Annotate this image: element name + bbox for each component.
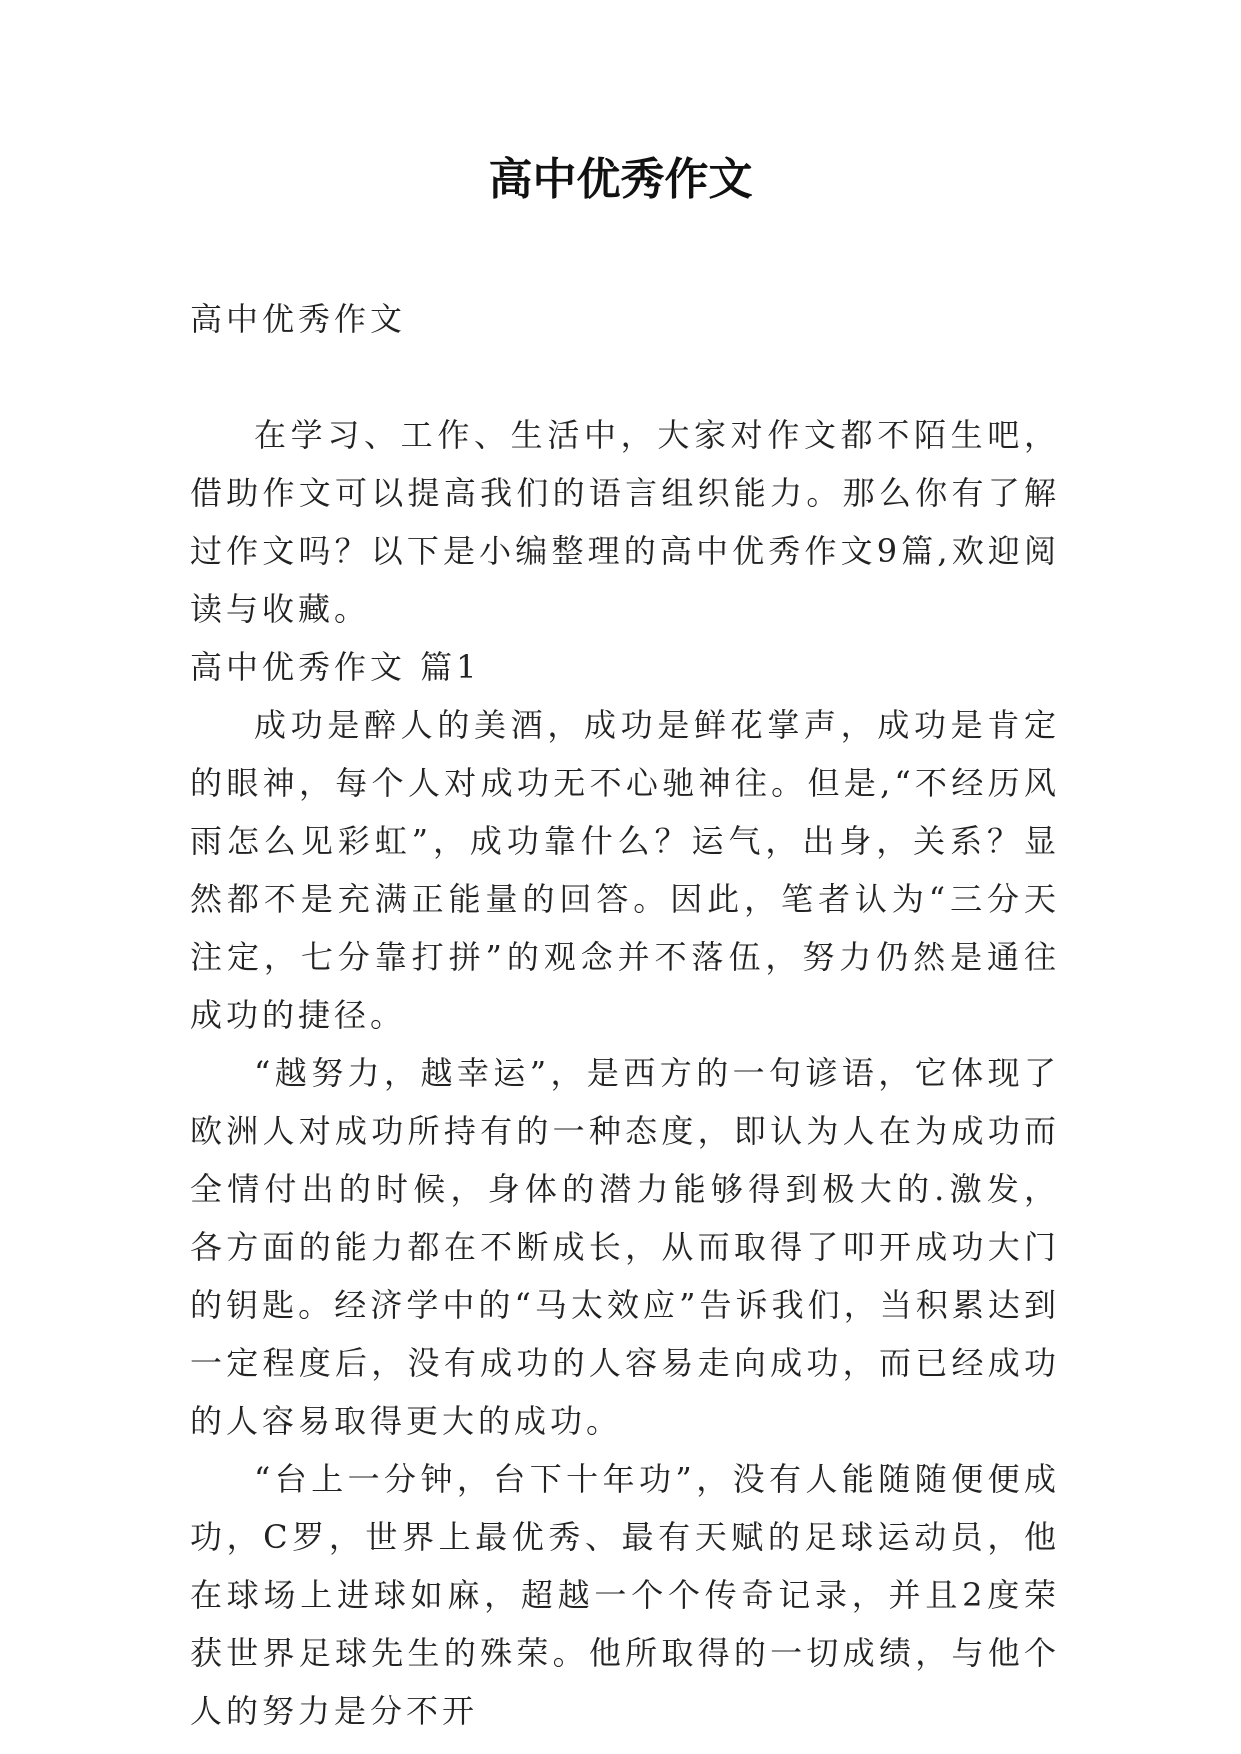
body-paragraph: 成功是醉人的美酒，成功是鲜花掌声，成功是肯定的眼神，每个人对成功无不心驰神往。但是,“不经历风雨怎么见彩虹”，成功靠什么？运气，出身，关系？显然都不是充满正能量的回答。因此，笔者认为“三分天注定，七分靠打拼”的观念并不落伍，努力仍然是通往成功的捷径。 xyxy=(190,706,1060,1034)
body-paragraph: “越努力，越幸运”，是西方的一句谚语，它体现了欧洲人对成功所持有的一种态度，即认为人在为成功而全情付出的时候，身体的潜力能够得到极大的.激发，各方面的能力都在不断成长，从而取得了叩开成功大门的钥匙。经济学中的“马太效应”告诉我们，当积累达到一定程度后，没有成功的人容易走向成功，而已经成功的人容易取得更大的成功。 xyxy=(190,1054,1060,1440)
document-subtitle: 高中优秀作文 xyxy=(190,300,407,338)
document-body xyxy=(190,290,1060,1740)
body-paragraph: “台上一分钟，台下十年功”，没有人能随随便便成功，C罗，世界上最优秀、最有天赋的足球运动员，他在球场上进球如麻，超越一个个传奇记录，并且2度荣获世界足球先生的殊荣。他所取得的一切成绩，与他个人的努力是分不开 xyxy=(190,1460,1060,1730)
section-heading: 高中优秀作文 篇1 xyxy=(190,648,481,686)
document-title: 高中优秀作文 xyxy=(488,154,753,205)
intro-paragraph: 在学习、工作、生活中，大家对作文都不陌生吧，借助作文可以提高我们的语言组织能力。那么你有了解过作文吗？以下是小编整理的高中优秀作文9篇,欢迎阅读与收藏。 xyxy=(190,416,1060,628)
